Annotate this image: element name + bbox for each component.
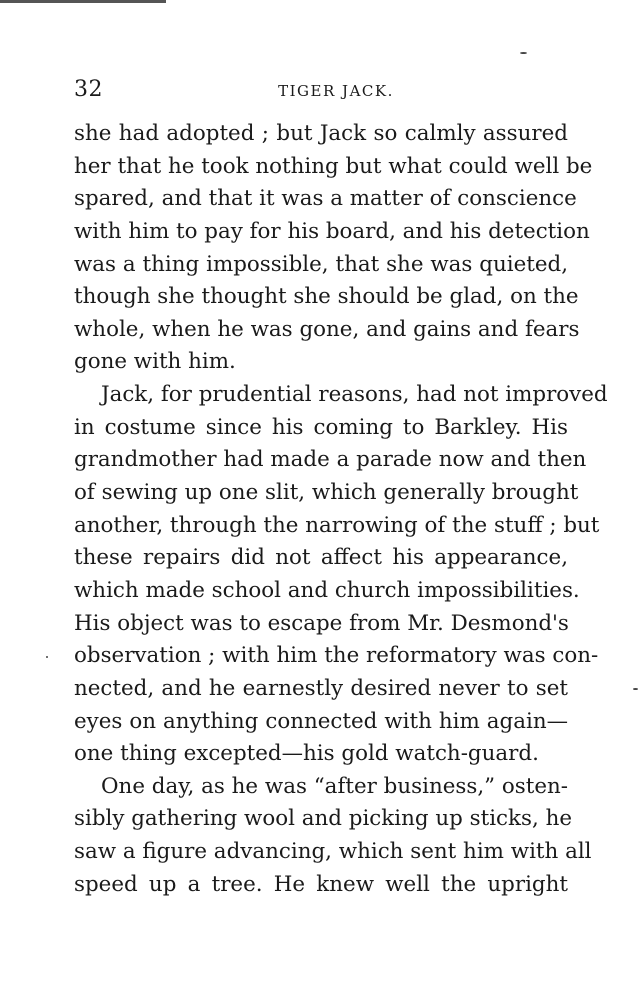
text-line: with him to pay for his board, and his detection xyxy=(74,218,590,244)
text-line: sibly gathering wool and picking up sticks, he xyxy=(74,806,573,832)
text-line: Jack, for prudential reasons, had not improved xyxy=(101,382,608,408)
text-line: whole, when he was gone, and gains and fears xyxy=(74,316,580,342)
running-title: TIGER JACK. xyxy=(278,82,394,100)
text-line: which made school and church impossibilities. xyxy=(74,577,580,603)
text-line: was a thing impossible, that she was quieted, xyxy=(74,251,568,277)
text-line: though she thought she should be glad, on the xyxy=(74,284,579,310)
text-line: eyes on anything connected with him again— xyxy=(74,708,568,734)
text-line: another, through the narrowing of the stuff ; but xyxy=(74,512,600,538)
text-line: nected, and he earnestly desired never to set xyxy=(74,675,568,701)
page-header xyxy=(74,76,568,104)
text-line: she had adopted ; but Jack so calmly assured xyxy=(74,121,568,146)
text-line: One day, as he was “after business,” osten- xyxy=(101,773,568,799)
text-line: one thing excepted—his gold watch-guard. xyxy=(74,741,539,767)
text-line: saw a figure advancing, which sent him with all xyxy=(74,839,592,865)
page-number: 32 xyxy=(74,77,103,102)
text-line: speed up a tree. He knew well the upright xyxy=(74,871,568,897)
text-line: observation ; with him the reformatory was con- xyxy=(74,643,599,669)
top-edge-rule xyxy=(0,0,166,3)
body-text xyxy=(74,118,608,901)
ink-speck xyxy=(520,52,527,54)
text-line: of sewing up one slit, which generally brought xyxy=(74,480,579,506)
text-line: her that he took nothing but what could well be xyxy=(74,153,593,179)
text-line: in costume since his coming to Barkley. His xyxy=(74,414,568,440)
text-line: gone with him. xyxy=(74,349,236,375)
text-line: grandmother had made a parade now and then xyxy=(74,447,587,473)
text-line: His object was to escape from Mr. Desmond's xyxy=(74,610,569,636)
text-line: these repairs did not affect his appearance, xyxy=(74,545,568,571)
ink-speck xyxy=(46,656,48,658)
ink-speck xyxy=(633,688,638,690)
text-line: spared, and that it was a matter of conscience xyxy=(74,186,577,212)
